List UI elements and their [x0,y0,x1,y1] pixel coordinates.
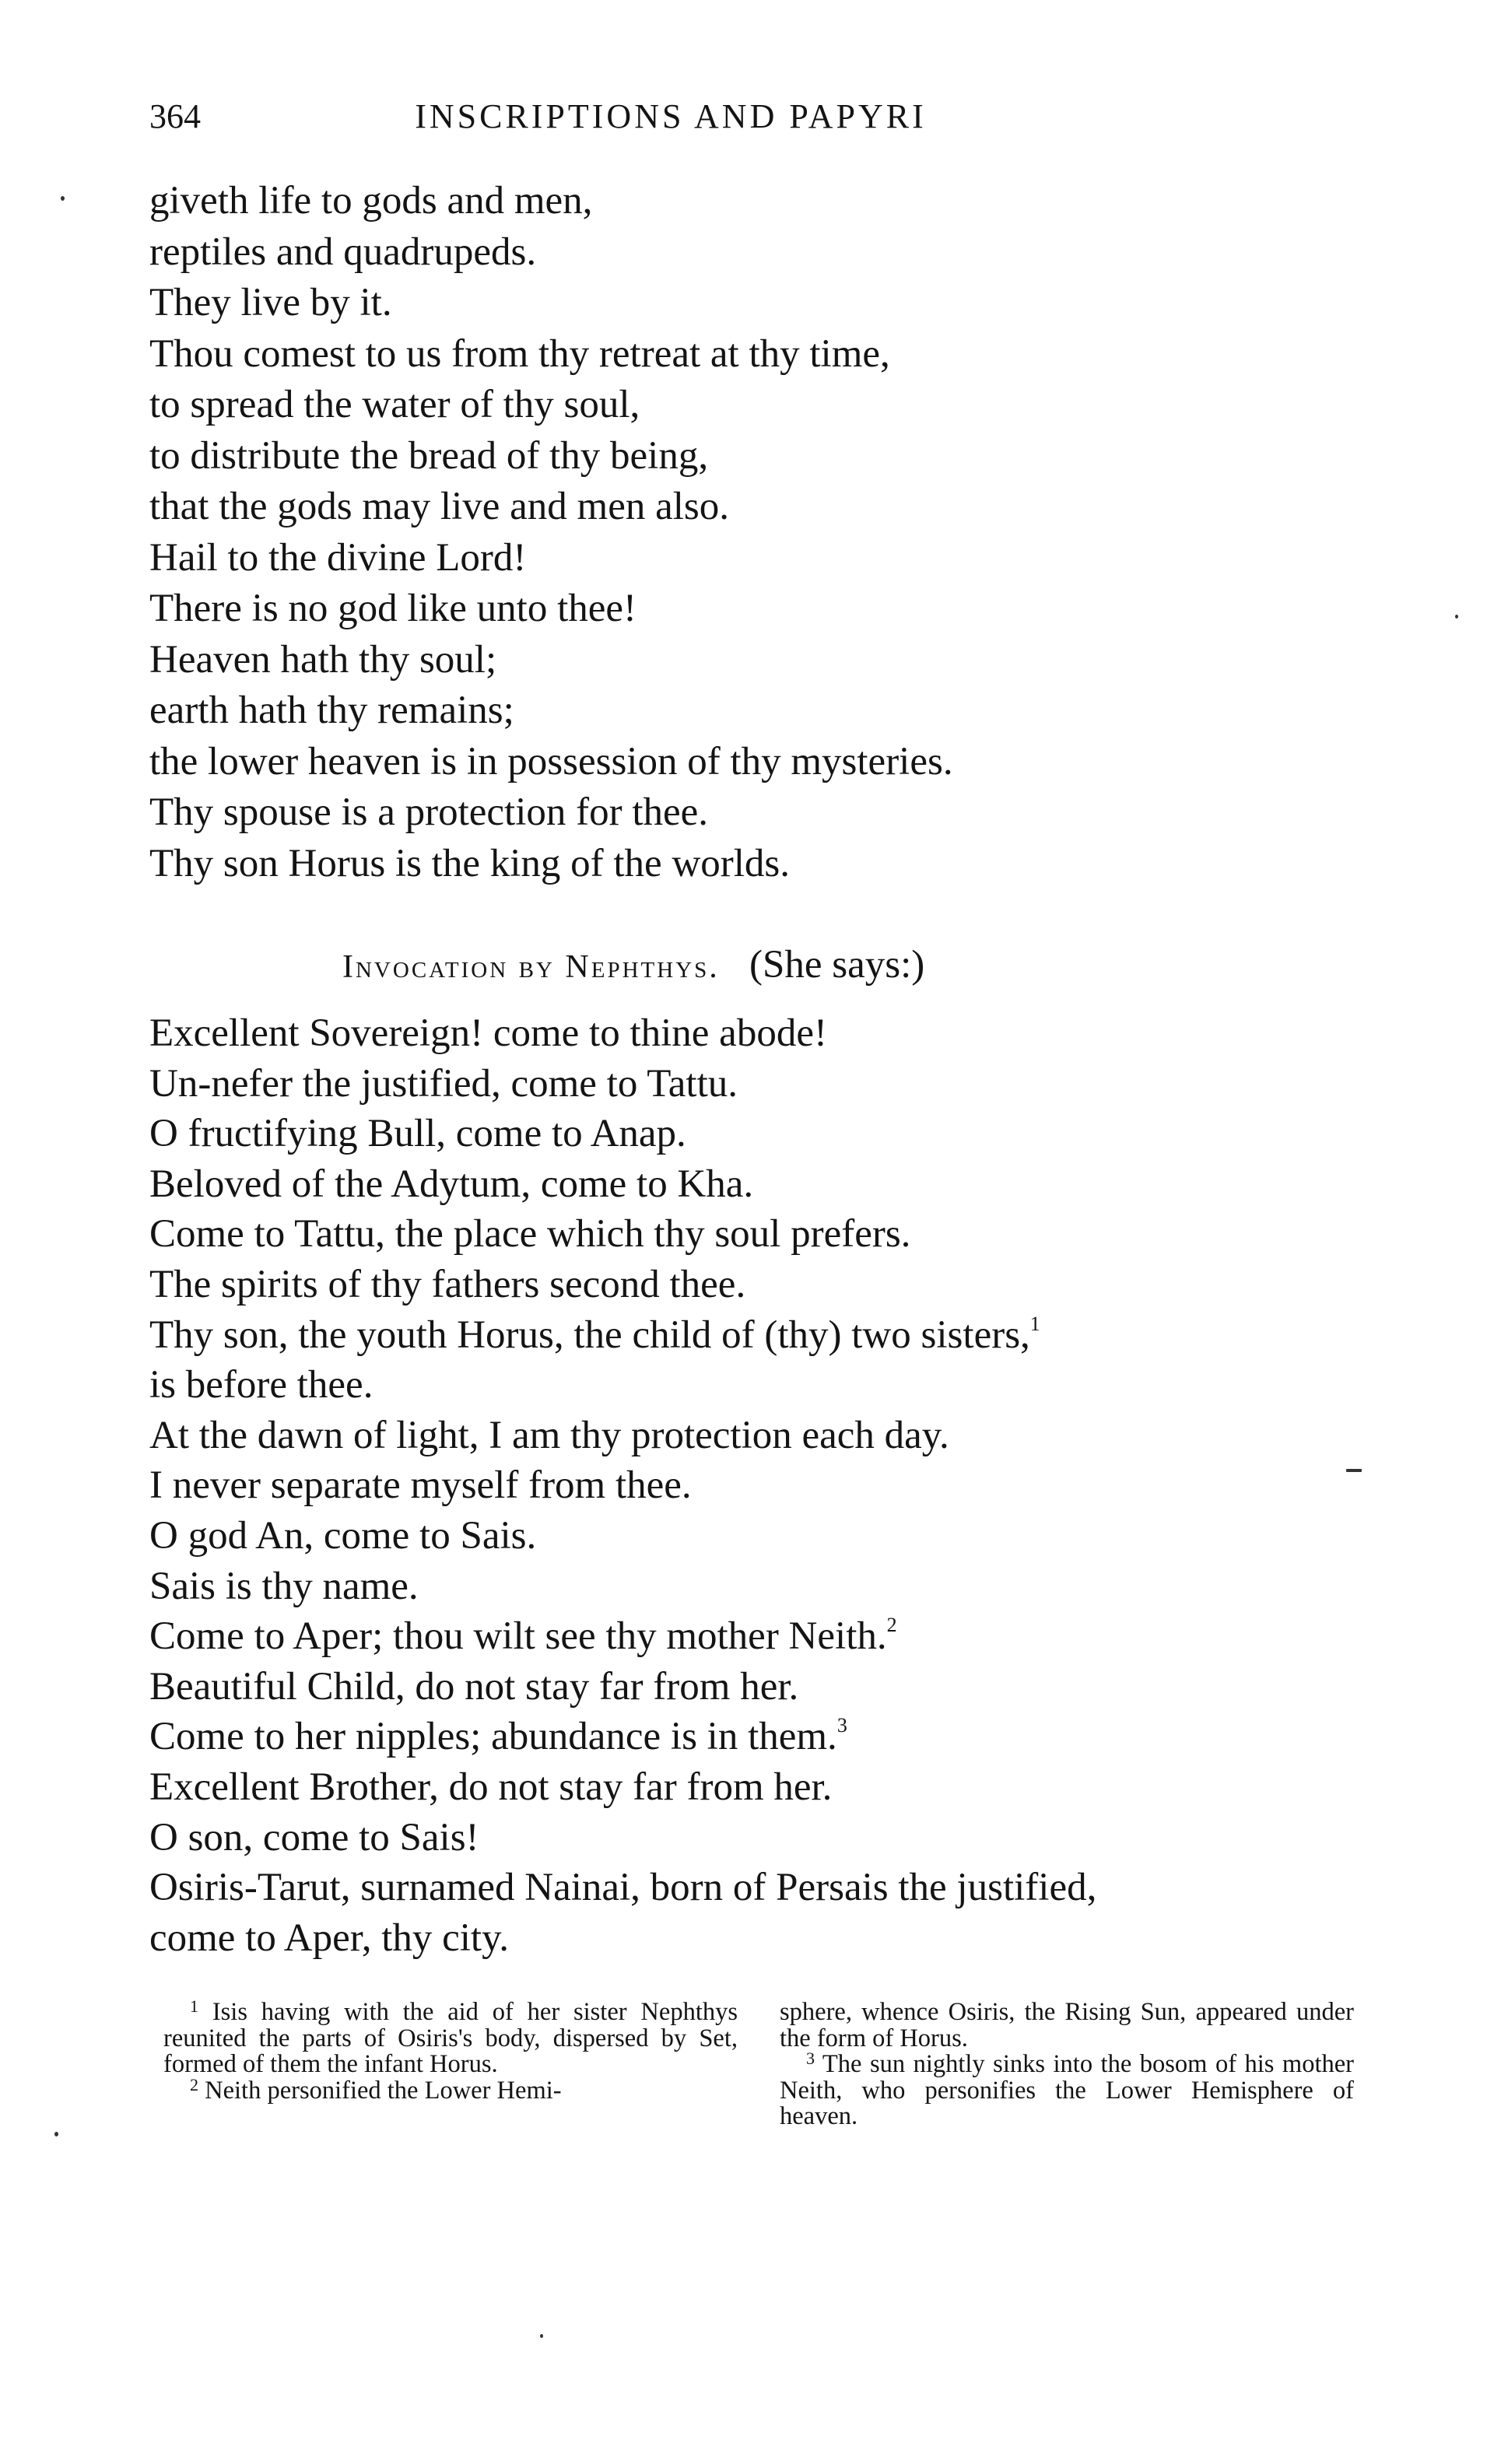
verse-line: earth hath thy remains; [149,689,514,732]
footnote [163,1996,738,2078]
verse-line: Thy spouse is a protection for thee. [149,790,709,834]
footnotes-left-column [163,1996,738,2130]
verse-text: Come to Aper; thou wilt see thy mother Neith. [149,1614,887,1659]
running-head: INSCRIPTIONS AND PAPYRI [415,97,927,135]
verse-text: Osiris-Tarut, surnamed Nainai, born of Persais the justified, [149,1866,1097,1910]
verse-line: to spread the water of thy soul, [149,383,640,426]
verse-line: giveth life to gods and men, [149,179,593,223]
verse-line [149,1159,1394,1210]
verse-line: Thy son Horus is the king of the worlds. [149,841,791,885]
verse-text: O god An, come to Sais. [149,1513,537,1558]
verse-line: Thou comest to us from thy retreat at thy time, [149,331,890,376]
footnote-number: 1 [190,1996,198,2016]
footnote-text: The sun nightly sinks into the bosom of his mother Neith, who personifies the Lower Hemisphere of heaven. [780,2050,1354,2130]
verse-line [149,1662,1394,1712]
footnote-number: 2 [190,2074,198,2094]
verse-text: Beautiful Child, do not stay far from her. [149,1664,799,1709]
footnote [163,2074,738,2105]
scan-speck [540,2334,543,2338]
verse-line [149,1863,1394,1913]
verse-line [149,1109,1394,1159]
verse-text: Sais is thy name. [149,1564,419,1608]
verse-line [149,1561,1394,1612]
verse-line [149,1360,1394,1411]
verse-line [149,1511,1394,1561]
verse-text: The spirits of thy fathers second thee. [149,1262,746,1306]
verse-text: At the dawn of light, I am thy protection each day. [149,1413,949,1457]
footnote-text: Isis having with the aid of her sister Nephthys reunited the parts of Osiris's body, dispersed by Set, formed of them the infant Horus. [163,1998,738,2078]
verse-line: the lower heaven is in possession of thy mysteries. [149,739,953,783]
poem-part-1 [149,176,1363,889]
verse-line: to distribute the bread of thy being, [149,433,709,478]
verse-line [149,1813,1394,1863]
verse-line: Heaven hath thy soul; [149,637,497,682]
verse-text: Come to her nipples; abundance is in them. [149,1715,837,1759]
verse-line [149,1611,1394,1662]
verse-text: Come to Tattu, the place which thy soul prefers. [149,1212,911,1257]
verse-line: reptiles and quadrupeds. [149,230,537,274]
scan-speck [61,196,65,201]
footnote-marker: 1 [1029,1312,1040,1335]
verse-text: Excellent Brother, do not stay far from her. [149,1765,833,1809]
footnote-text: Neith personified the Lower Hemi- [205,2076,562,2105]
verse-text: Thy son, the youth Horus, the child of (thy) two sisters, [149,1313,1030,1357]
verse-text: Excellent Sovereign! come to thine abode! [149,1011,827,1055]
verse-line [149,1008,1394,1059]
footnote-marker: 2 [886,1614,897,1637]
verse-text: O son, come to Sais! [149,1815,479,1859]
verse-line [149,1411,1394,1461]
verse-line [149,1460,1394,1511]
verse-line [149,1209,1394,1260]
verse-line [149,1059,1394,1109]
verse-line [149,1913,1394,1964]
footnote-text: sphere, whence Osiris, the Rising Sun, appeared under the form of Horus. [780,1998,1354,2052]
verse-line: Hail to the divine Lord! [149,535,527,580]
section-aside: (She says:) [749,943,925,987]
page-number: 364 [149,97,201,135]
verse-line [149,1762,1394,1813]
footnotes-right-column [780,2000,1354,2130]
verse-line: They live by it. [149,281,392,324]
verse-line: There is no god like unto thee! [149,587,637,630]
section-title: Invocation by Nephthys. [342,949,720,985]
footnote [780,2049,1354,2130]
footnotes [163,1996,1354,2130]
verse-line [149,1260,1394,1310]
verse-text: is before thee. [149,1363,374,1407]
verse-text: O fructifying Bull, come to Anap. [149,1112,686,1156]
verse-text: come to Aper, thy city. [149,1915,510,1960]
poem-part-2 [149,1008,1394,1963]
scan-speck [1455,615,1458,619]
verse-line [149,1712,1394,1762]
verse-text: I never separate myself from thee. [149,1463,692,1508]
verse-text: Un-nefer the justified, come to Tattu. [149,1061,738,1106]
verse-line [149,1310,1394,1361]
footnote-number: 3 [806,2049,815,2068]
section-heading [342,934,1276,998]
page-header [149,86,1052,148]
verse-text: Beloved of the Adytum, come to Kha. [149,1162,754,1206]
verse-line: that the gods may live and men also. [149,485,730,528]
footnote [780,2000,1354,2052]
scan-speck [54,2132,58,2136]
scan-speck [1346,1469,1362,1472]
footnote-marker: 3 [836,1714,847,1737]
